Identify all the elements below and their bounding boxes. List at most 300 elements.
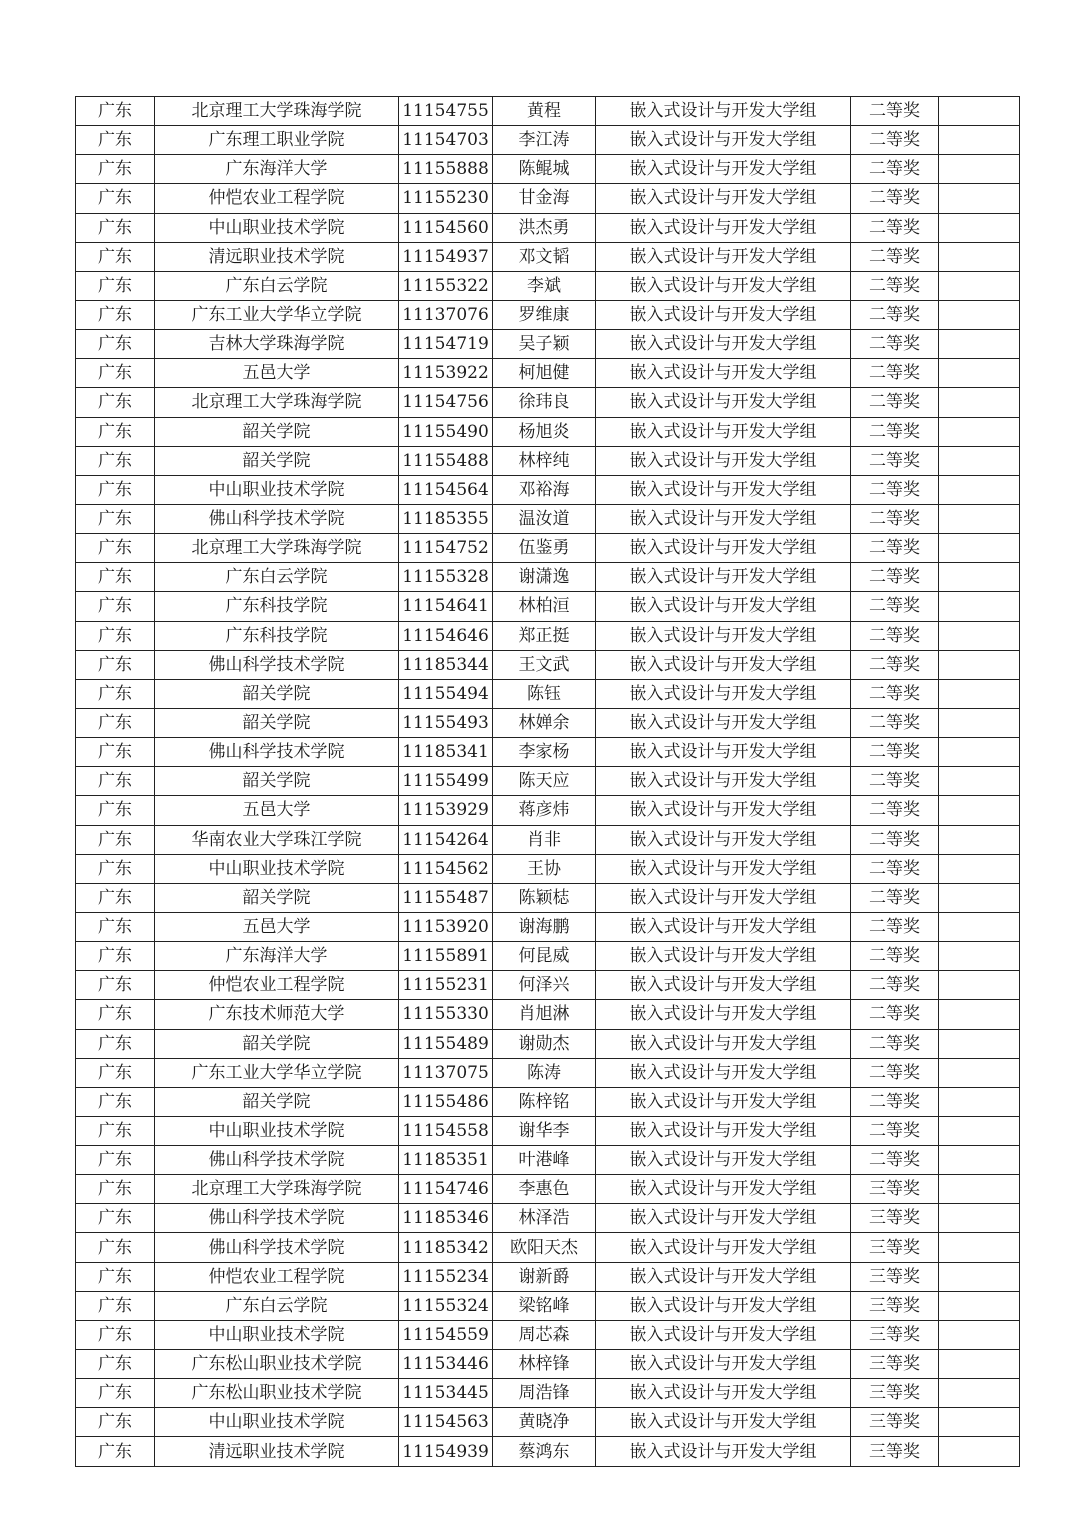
province-cell: 广东 xyxy=(76,1204,155,1233)
table-row xyxy=(76,446,1020,475)
award-level-cell: 二等奖 xyxy=(851,738,939,767)
school-cell: 仲恺农业工程学院 xyxy=(155,1262,399,1291)
remarks-cell xyxy=(939,650,1020,679)
candidate-id-cell: 11154564 xyxy=(399,475,493,504)
student-name-cell: 伍鉴勇 xyxy=(493,534,596,563)
competition-group-cell: 嵌入式设计与开发大学组 xyxy=(596,1350,851,1379)
student-name-cell: 吴子颖 xyxy=(493,330,596,359)
candidate-id-cell: 11154703 xyxy=(399,126,493,155)
award-level-cell: 二等奖 xyxy=(851,388,939,417)
candidate-id-cell: 11154939 xyxy=(399,1437,493,1466)
province-cell: 广东 xyxy=(76,300,155,329)
competition-group-cell: 嵌入式设计与开发大学组 xyxy=(596,504,851,533)
province-cell: 广东 xyxy=(76,1087,155,1116)
school-cell: 清远职业技术学院 xyxy=(155,1437,399,1466)
award-level-cell: 二等奖 xyxy=(851,592,939,621)
province-cell: 广东 xyxy=(76,242,155,271)
award-list-sheet xyxy=(75,96,1019,1467)
school-cell: 广东工业大学华立学院 xyxy=(155,1058,399,1087)
remarks-cell xyxy=(939,883,1020,912)
remarks-cell xyxy=(939,359,1020,388)
school-cell: 韶关学院 xyxy=(155,1087,399,1116)
award-level-cell: 二等奖 xyxy=(851,1000,939,1029)
competition-group-cell: 嵌入式设计与开发大学组 xyxy=(596,213,851,242)
award-level-cell: 二等奖 xyxy=(851,971,939,1000)
remarks-cell xyxy=(939,1175,1020,1204)
table-row xyxy=(76,563,1020,592)
student-name-cell: 王协 xyxy=(493,854,596,883)
remarks-cell xyxy=(939,1233,1020,1262)
table-row xyxy=(76,126,1020,155)
competition-group-cell: 嵌入式设计与开发大学组 xyxy=(596,475,851,504)
competition-group-cell: 嵌入式设计与开发大学组 xyxy=(596,1262,851,1291)
award-level-cell: 三等奖 xyxy=(851,1291,939,1320)
table-row xyxy=(76,213,1020,242)
candidate-id-cell: 11154560 xyxy=(399,213,493,242)
table-row xyxy=(76,1000,1020,1029)
school-cell: 佛山科学技术学院 xyxy=(155,650,399,679)
school-cell: 佛山科学技术学院 xyxy=(155,504,399,533)
competition-group-cell: 嵌入式设计与开发大学组 xyxy=(596,1058,851,1087)
candidate-id-cell: 11155488 xyxy=(399,446,493,475)
school-cell: 广东工业大学华立学院 xyxy=(155,300,399,329)
award-level-cell: 三等奖 xyxy=(851,1408,939,1437)
award-level-cell: 二等奖 xyxy=(851,300,939,329)
table-row xyxy=(76,650,1020,679)
student-name-cell: 陈颖梽 xyxy=(493,883,596,912)
table-row xyxy=(76,679,1020,708)
candidate-id-cell: 11155230 xyxy=(399,184,493,213)
remarks-cell xyxy=(939,1146,1020,1175)
province-cell: 广东 xyxy=(76,854,155,883)
student-name-cell: 郑正挺 xyxy=(493,621,596,650)
school-cell: 北京理工大学珠海学院 xyxy=(155,534,399,563)
student-name-cell: 林梓锋 xyxy=(493,1350,596,1379)
school-cell: 广东科技学院 xyxy=(155,621,399,650)
competition-group-cell: 嵌入式设计与开发大学组 xyxy=(596,1029,851,1058)
candidate-id-cell: 11154755 xyxy=(399,97,493,126)
province-cell: 广东 xyxy=(76,271,155,300)
remarks-cell xyxy=(939,912,1020,941)
award-level-cell: 三等奖 xyxy=(851,1233,939,1262)
candidate-id-cell: 11155490 xyxy=(399,417,493,446)
candidate-id-cell: 11153929 xyxy=(399,796,493,825)
candidate-id-cell: 11154752 xyxy=(399,534,493,563)
school-cell: 中山职业技术学院 xyxy=(155,213,399,242)
candidate-id-cell: 11153920 xyxy=(399,912,493,941)
remarks-cell xyxy=(939,417,1020,446)
award-table xyxy=(75,96,1020,1467)
candidate-id-cell: 11155489 xyxy=(399,1029,493,1058)
student-name-cell: 徐玮良 xyxy=(493,388,596,417)
province-cell: 广东 xyxy=(76,825,155,854)
award-level-cell: 二等奖 xyxy=(851,271,939,300)
school-cell: 华南农业大学珠江学院 xyxy=(155,825,399,854)
student-name-cell: 周芯森 xyxy=(493,1320,596,1349)
province-cell: 广东 xyxy=(76,184,155,213)
remarks-cell xyxy=(939,1087,1020,1116)
competition-group-cell: 嵌入式设计与开发大学组 xyxy=(596,942,851,971)
competition-group-cell: 嵌入式设计与开发大学组 xyxy=(596,359,851,388)
student-name-cell: 温汝道 xyxy=(493,504,596,533)
student-name-cell: 蔡鸿东 xyxy=(493,1437,596,1466)
province-cell: 广东 xyxy=(76,1000,155,1029)
award-level-cell: 三等奖 xyxy=(851,1437,939,1466)
school-cell: 北京理工大学珠海学院 xyxy=(155,388,399,417)
table-row xyxy=(76,1437,1020,1466)
school-cell: 清远职业技术学院 xyxy=(155,242,399,271)
competition-group-cell: 嵌入式设计与开发大学组 xyxy=(596,1087,851,1116)
school-cell: 北京理工大学珠海学院 xyxy=(155,1175,399,1204)
province-cell: 广东 xyxy=(76,1175,155,1204)
competition-group-cell: 嵌入式设计与开发大学组 xyxy=(596,563,851,592)
student-name-cell: 蒋彦炜 xyxy=(493,796,596,825)
remarks-cell xyxy=(939,155,1020,184)
candidate-id-cell: 11153922 xyxy=(399,359,493,388)
award-level-cell: 三等奖 xyxy=(851,1204,939,1233)
competition-group-cell: 嵌入式设计与开发大学组 xyxy=(596,854,851,883)
school-cell: 中山职业技术学院 xyxy=(155,854,399,883)
remarks-cell xyxy=(939,126,1020,155)
table-row xyxy=(76,621,1020,650)
school-cell: 广东白云学院 xyxy=(155,563,399,592)
award-level-cell: 二等奖 xyxy=(851,446,939,475)
remarks-cell xyxy=(939,330,1020,359)
remarks-cell xyxy=(939,796,1020,825)
table-row xyxy=(76,417,1020,446)
table-row xyxy=(76,1029,1020,1058)
competition-group-cell: 嵌入式设计与开发大学组 xyxy=(596,767,851,796)
competition-group-cell: 嵌入式设计与开发大学组 xyxy=(596,1175,851,1204)
candidate-id-cell: 11155891 xyxy=(399,942,493,971)
table-row xyxy=(76,1058,1020,1087)
school-cell: 中山职业技术学院 xyxy=(155,1408,399,1437)
candidate-id-cell: 11155231 xyxy=(399,971,493,1000)
remarks-cell xyxy=(939,679,1020,708)
school-cell: 仲恺农业工程学院 xyxy=(155,971,399,1000)
candidate-id-cell: 11155330 xyxy=(399,1000,493,1029)
student-name-cell: 李斌 xyxy=(493,271,596,300)
remarks-cell xyxy=(939,767,1020,796)
student-name-cell: 王文武 xyxy=(493,650,596,679)
competition-group-cell: 嵌入式设计与开发大学组 xyxy=(596,300,851,329)
school-cell: 五邑大学 xyxy=(155,796,399,825)
table-row xyxy=(76,883,1020,912)
award-level-cell: 二等奖 xyxy=(851,184,939,213)
school-cell: 仲恺农业工程学院 xyxy=(155,184,399,213)
table-row xyxy=(76,1320,1020,1349)
remarks-cell xyxy=(939,1408,1020,1437)
candidate-id-cell: 11185341 xyxy=(399,738,493,767)
remarks-cell xyxy=(939,592,1020,621)
competition-group-cell: 嵌入式设计与开发大学组 xyxy=(596,1000,851,1029)
student-name-cell: 柯旭健 xyxy=(493,359,596,388)
remarks-cell xyxy=(939,1320,1020,1349)
competition-group-cell: 嵌入式设计与开发大学组 xyxy=(596,534,851,563)
student-name-cell: 谢海鹏 xyxy=(493,912,596,941)
competition-group-cell: 嵌入式设计与开发大学组 xyxy=(596,592,851,621)
candidate-id-cell: 11185355 xyxy=(399,504,493,533)
competition-group-cell: 嵌入式设计与开发大学组 xyxy=(596,271,851,300)
award-level-cell: 二等奖 xyxy=(851,1116,939,1145)
province-cell: 广东 xyxy=(76,650,155,679)
province-cell: 广东 xyxy=(76,767,155,796)
school-cell: 佛山科学技术学院 xyxy=(155,1233,399,1262)
table-row xyxy=(76,796,1020,825)
remarks-cell xyxy=(939,300,1020,329)
school-cell: 广东海洋大学 xyxy=(155,942,399,971)
award-level-cell: 二等奖 xyxy=(851,475,939,504)
remarks-cell xyxy=(939,1116,1020,1145)
remarks-cell xyxy=(939,1262,1020,1291)
remarks-cell xyxy=(939,825,1020,854)
candidate-id-cell: 11155499 xyxy=(399,767,493,796)
candidate-id-cell: 11155487 xyxy=(399,883,493,912)
candidate-id-cell: 11185351 xyxy=(399,1146,493,1175)
candidate-id-cell: 11185344 xyxy=(399,650,493,679)
award-level-cell: 二等奖 xyxy=(851,563,939,592)
student-name-cell: 何昆威 xyxy=(493,942,596,971)
award-level-cell: 三等奖 xyxy=(851,1379,939,1408)
student-name-cell: 甘金海 xyxy=(493,184,596,213)
student-name-cell: 邓文韬 xyxy=(493,242,596,271)
competition-group-cell: 嵌入式设计与开发大学组 xyxy=(596,796,851,825)
remarks-cell xyxy=(939,1058,1020,1087)
school-cell: 韶关学院 xyxy=(155,679,399,708)
table-row xyxy=(76,300,1020,329)
remarks-cell xyxy=(939,738,1020,767)
remarks-cell xyxy=(939,184,1020,213)
table-row xyxy=(76,359,1020,388)
competition-group-cell: 嵌入式设计与开发大学组 xyxy=(596,1146,851,1175)
award-level-cell: 二等奖 xyxy=(851,912,939,941)
province-cell: 广东 xyxy=(76,738,155,767)
student-name-cell: 陈钰 xyxy=(493,679,596,708)
competition-group-cell: 嵌入式设计与开发大学组 xyxy=(596,155,851,184)
competition-group-cell: 嵌入式设计与开发大学组 xyxy=(596,825,851,854)
school-cell: 广东松山职业技术学院 xyxy=(155,1379,399,1408)
student-name-cell: 罗维康 xyxy=(493,300,596,329)
competition-group-cell: 嵌入式设计与开发大学组 xyxy=(596,97,851,126)
table-row xyxy=(76,271,1020,300)
remarks-cell xyxy=(939,971,1020,1000)
table-row xyxy=(76,825,1020,854)
school-cell: 韶关学院 xyxy=(155,883,399,912)
student-name-cell: 邓裕海 xyxy=(493,475,596,504)
remarks-cell xyxy=(939,97,1020,126)
remarks-cell xyxy=(939,563,1020,592)
competition-group-cell: 嵌入式设计与开发大学组 xyxy=(596,650,851,679)
province-cell: 广东 xyxy=(76,97,155,126)
candidate-id-cell: 11155322 xyxy=(399,271,493,300)
student-name-cell: 肖旭淋 xyxy=(493,1000,596,1029)
competition-group-cell: 嵌入式设计与开发大学组 xyxy=(596,184,851,213)
award-level-cell: 三等奖 xyxy=(851,1262,939,1291)
student-name-cell: 黄晓净 xyxy=(493,1408,596,1437)
school-cell: 佛山科学技术学院 xyxy=(155,1204,399,1233)
province-cell: 广东 xyxy=(76,971,155,1000)
candidate-id-cell: 11155493 xyxy=(399,708,493,737)
competition-group-cell: 嵌入式设计与开发大学组 xyxy=(596,242,851,271)
student-name-cell: 陈天应 xyxy=(493,767,596,796)
school-cell: 广东松山职业技术学院 xyxy=(155,1350,399,1379)
candidate-id-cell: 11154646 xyxy=(399,621,493,650)
student-name-cell: 谢勋杰 xyxy=(493,1029,596,1058)
student-name-cell: 肖非 xyxy=(493,825,596,854)
student-name-cell: 谢新爵 xyxy=(493,1262,596,1291)
school-cell: 韶关学院 xyxy=(155,1029,399,1058)
province-cell: 广东 xyxy=(76,1058,155,1087)
province-cell: 广东 xyxy=(76,883,155,912)
remarks-cell xyxy=(939,504,1020,533)
award-level-cell: 三等奖 xyxy=(851,1350,939,1379)
province-cell: 广东 xyxy=(76,942,155,971)
award-level-cell: 二等奖 xyxy=(851,97,939,126)
province-cell: 广东 xyxy=(76,1029,155,1058)
table-row xyxy=(76,242,1020,271)
table-row xyxy=(76,912,1020,941)
candidate-id-cell: 11185346 xyxy=(399,1204,493,1233)
award-level-cell: 二等奖 xyxy=(851,767,939,796)
school-cell: 韶关学院 xyxy=(155,767,399,796)
candidate-id-cell: 11155486 xyxy=(399,1087,493,1116)
table-row xyxy=(76,1350,1020,1379)
table-row xyxy=(76,184,1020,213)
remarks-cell xyxy=(939,1000,1020,1029)
table-row xyxy=(76,1116,1020,1145)
table-row xyxy=(76,1233,1020,1262)
competition-group-cell: 嵌入式设计与开发大学组 xyxy=(596,1379,851,1408)
school-cell: 广东科技学院 xyxy=(155,592,399,621)
remarks-cell xyxy=(939,242,1020,271)
province-cell: 广东 xyxy=(76,796,155,825)
remarks-cell xyxy=(939,854,1020,883)
student-name-cell: 李江涛 xyxy=(493,126,596,155)
province-cell: 广东 xyxy=(76,213,155,242)
candidate-id-cell: 11154563 xyxy=(399,1408,493,1437)
province-cell: 广东 xyxy=(76,1291,155,1320)
table-row xyxy=(76,738,1020,767)
province-cell: 广东 xyxy=(76,679,155,708)
table-row xyxy=(76,942,1020,971)
province-cell: 广东 xyxy=(76,1437,155,1466)
table-row xyxy=(76,1291,1020,1320)
province-cell: 广东 xyxy=(76,912,155,941)
award-level-cell: 二等奖 xyxy=(851,621,939,650)
province-cell: 广东 xyxy=(76,388,155,417)
table-row xyxy=(76,592,1020,621)
student-name-cell: 林柏洹 xyxy=(493,592,596,621)
candidate-id-cell: 11154559 xyxy=(399,1320,493,1349)
table-row xyxy=(76,971,1020,1000)
competition-group-cell: 嵌入式设计与开发大学组 xyxy=(596,446,851,475)
competition-group-cell: 嵌入式设计与开发大学组 xyxy=(596,912,851,941)
award-level-cell: 二等奖 xyxy=(851,708,939,737)
table-row xyxy=(76,767,1020,796)
province-cell: 广东 xyxy=(76,155,155,184)
candidate-id-cell: 11154562 xyxy=(399,854,493,883)
award-level-cell: 二等奖 xyxy=(851,1029,939,1058)
province-cell: 广东 xyxy=(76,563,155,592)
province-cell: 广东 xyxy=(76,1233,155,1262)
candidate-id-cell: 11154641 xyxy=(399,592,493,621)
table-row xyxy=(76,1408,1020,1437)
table-row xyxy=(76,534,1020,563)
school-cell: 韶关学院 xyxy=(155,446,399,475)
remarks-cell xyxy=(939,708,1020,737)
student-name-cell: 梁铭峰 xyxy=(493,1291,596,1320)
competition-group-cell: 嵌入式设计与开发大学组 xyxy=(596,330,851,359)
candidate-id-cell: 11154719 xyxy=(399,330,493,359)
remarks-cell xyxy=(939,213,1020,242)
province-cell: 广东 xyxy=(76,708,155,737)
province-cell: 广东 xyxy=(76,1116,155,1145)
student-name-cell: 周浩锋 xyxy=(493,1379,596,1408)
table-row xyxy=(76,97,1020,126)
award-level-cell: 二等奖 xyxy=(851,854,939,883)
school-cell: 韶关学院 xyxy=(155,417,399,446)
province-cell: 广东 xyxy=(76,592,155,621)
province-cell: 广东 xyxy=(76,1146,155,1175)
award-level-cell: 二等奖 xyxy=(851,883,939,912)
award-level-cell: 二等奖 xyxy=(851,679,939,708)
remarks-cell xyxy=(939,446,1020,475)
competition-group-cell: 嵌入式设计与开发大学组 xyxy=(596,883,851,912)
student-name-cell: 洪杰勇 xyxy=(493,213,596,242)
school-cell: 广东海洋大学 xyxy=(155,155,399,184)
student-name-cell: 李家杨 xyxy=(493,738,596,767)
award-level-cell: 二等奖 xyxy=(851,242,939,271)
award-level-cell: 三等奖 xyxy=(851,1175,939,1204)
student-name-cell: 陈涛 xyxy=(493,1058,596,1087)
province-cell: 广东 xyxy=(76,359,155,388)
student-name-cell: 杨旭炎 xyxy=(493,417,596,446)
competition-group-cell: 嵌入式设计与开发大学组 xyxy=(596,1233,851,1262)
candidate-id-cell: 11154756 xyxy=(399,388,493,417)
competition-group-cell: 嵌入式设计与开发大学组 xyxy=(596,1320,851,1349)
competition-group-cell: 嵌入式设计与开发大学组 xyxy=(596,708,851,737)
candidate-id-cell: 11155234 xyxy=(399,1262,493,1291)
candidate-id-cell: 11155888 xyxy=(399,155,493,184)
competition-group-cell: 嵌入式设计与开发大学组 xyxy=(596,1291,851,1320)
competition-group-cell: 嵌入式设计与开发大学组 xyxy=(596,679,851,708)
candidate-id-cell: 11153445 xyxy=(399,1379,493,1408)
province-cell: 广东 xyxy=(76,504,155,533)
competition-group-cell: 嵌入式设计与开发大学组 xyxy=(596,126,851,155)
candidate-id-cell: 11153446 xyxy=(399,1350,493,1379)
table-row xyxy=(76,1262,1020,1291)
student-name-cell: 陈梓铭 xyxy=(493,1087,596,1116)
school-cell: 吉林大学珠海学院 xyxy=(155,330,399,359)
school-cell: 广东理工职业学院 xyxy=(155,126,399,155)
candidate-id-cell: 11137075 xyxy=(399,1058,493,1087)
school-cell: 中山职业技术学院 xyxy=(155,475,399,504)
province-cell: 广东 xyxy=(76,446,155,475)
table-row xyxy=(76,854,1020,883)
school-cell: 广东白云学院 xyxy=(155,1291,399,1320)
remarks-cell xyxy=(939,1350,1020,1379)
award-level-cell: 二等奖 xyxy=(851,213,939,242)
candidate-id-cell: 11155494 xyxy=(399,679,493,708)
competition-group-cell: 嵌入式设计与开发大学组 xyxy=(596,1204,851,1233)
remarks-cell xyxy=(939,388,1020,417)
remarks-cell xyxy=(939,1029,1020,1058)
remarks-cell xyxy=(939,1379,1020,1408)
award-level-cell: 三等奖 xyxy=(851,1320,939,1349)
student-name-cell: 叶港峰 xyxy=(493,1146,596,1175)
competition-group-cell: 嵌入式设计与开发大学组 xyxy=(596,388,851,417)
competition-group-cell: 嵌入式设计与开发大学组 xyxy=(596,1116,851,1145)
